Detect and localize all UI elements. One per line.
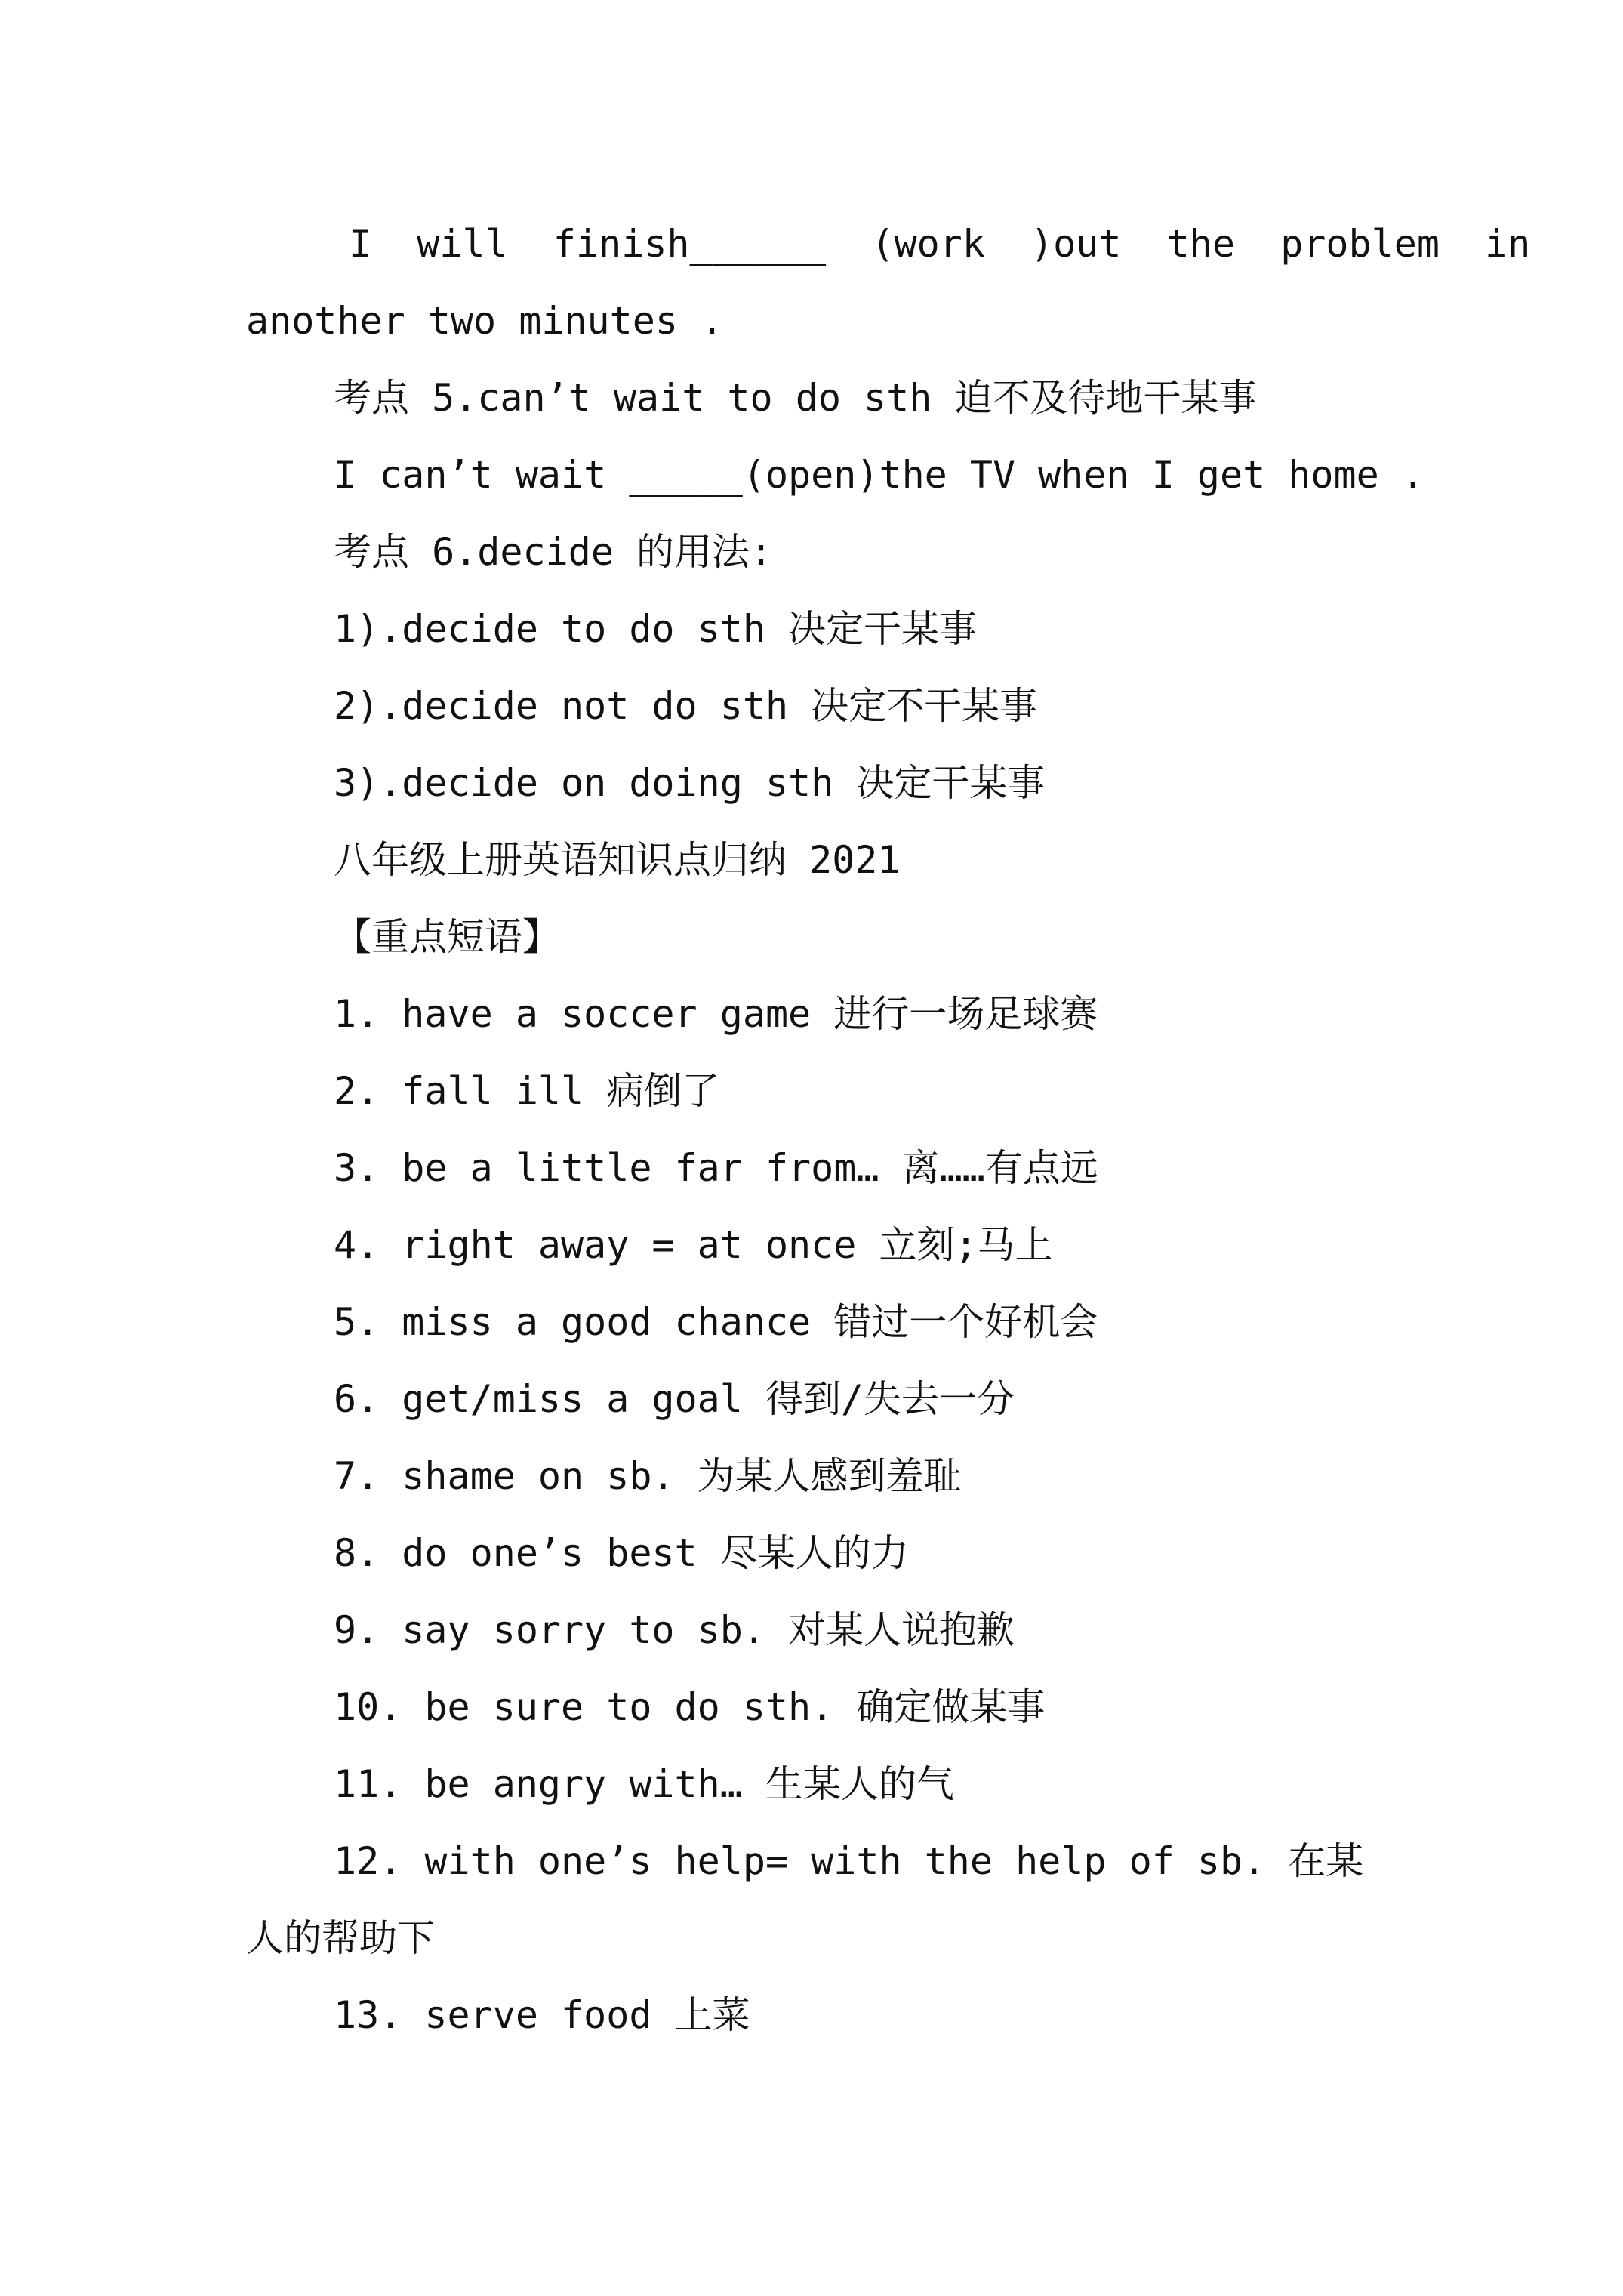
exercise-open-line: I can’t wait _____(open)the TV when I get home . <box>334 453 1424 497</box>
phrase-item: 12. with one’s help= with the help of sb. 在某 <box>334 1839 1364 1883</box>
phrase-item: 5. miss a good chance 错过一个好机会 <box>334 1300 1098 1344</box>
phrase-item: 11. be angry with… 生某人的气 <box>334 1762 954 1806</box>
phrase-item: 6. get/miss a goal 得到/失去一分 <box>334 1377 1015 1421</box>
phrase-item: 4. right away = at once 立刻;马上 <box>334 1223 1053 1267</box>
phrase-item: 8. do one’s best 尽某人的力 <box>334 1531 909 1575</box>
key-phrases-heading: 【重点短语】 <box>334 915 560 959</box>
phrase-item: 13. serve food 上菜 <box>334 1993 750 2037</box>
exercise-finish-line-2: another two minutes . <box>246 299 724 343</box>
point-5-heading: 考点 5.can’t wait to do sth 迫不及待地干某事 <box>334 376 1257 420</box>
phrase-item: 7. shame on sb. 为某人感到羞耻 <box>334 1454 962 1498</box>
decide-usage-1: 1).decide to do sth 决定干某事 <box>334 607 978 651</box>
exercise-finish-line-1: I will finish______ (work )out the problem in <box>349 222 1531 266</box>
phrase-item: 2. fall ill 病倒了 <box>334 1069 720 1113</box>
phrase-item-continuation: 人的帮助下 <box>246 1916 435 1960</box>
section-title: 八年级上册英语知识点归纳 2021 <box>334 838 901 882</box>
decide-usage-3: 3).decide on doing sth 决定干某事 <box>334 761 1046 805</box>
phrase-item: 3. be a little far from… 离……有点远 <box>334 1146 1098 1190</box>
point-6-heading: 考点 6.decide 的用法: <box>334 530 773 574</box>
decide-usage-2: 2).decide not do sth 决定不干某事 <box>334 684 1038 728</box>
phrase-item: 10. be sure to do sth. 确定做某事 <box>334 1685 1046 1729</box>
phrase-item: 9. say sorry to sb. 对某人说抱歉 <box>334 1608 1015 1652</box>
phrase-item: 1. have a soccer game 进行一场足球赛 <box>334 992 1098 1036</box>
